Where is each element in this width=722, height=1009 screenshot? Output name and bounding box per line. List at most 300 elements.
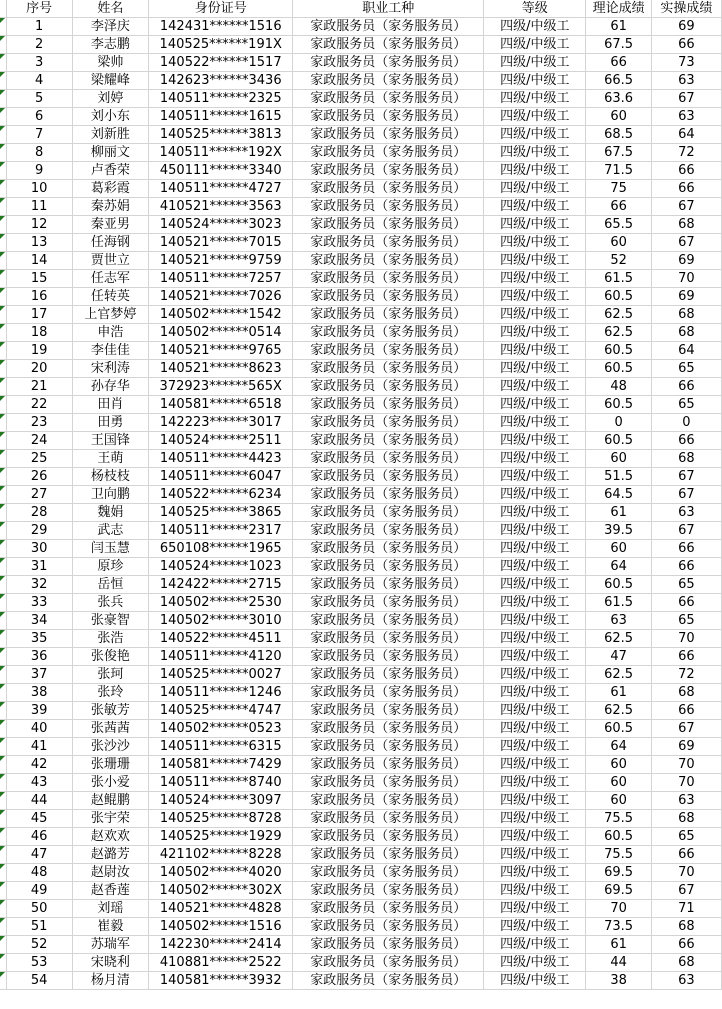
name-cell[interactable]: 苏瑞军 — [72, 936, 148, 954]
practical-score-cell[interactable]: 68 — [651, 810, 721, 828]
seq-cell[interactable]: 6 — [6, 108, 72, 126]
seq-cell[interactable]: 42 — [6, 756, 72, 774]
name-cell[interactable]: 张俊艳 — [72, 648, 148, 666]
practical-score-cell[interactable]: 63 — [651, 72, 721, 90]
practical-score-cell[interactable]: 73 — [651, 54, 721, 72]
seq-cell[interactable]: 26 — [6, 468, 72, 486]
theory-score-cell[interactable]: 75.5 — [586, 810, 651, 828]
level-cell[interactable]: 四级/中级工 — [484, 936, 586, 954]
id-number-cell[interactable]: 140581******6518 — [148, 396, 293, 414]
id-number-cell[interactable]: 140502******4020 — [148, 864, 293, 882]
occupation-cell[interactable]: 家政服务员（家务服务员） — [293, 918, 484, 936]
practical-score-cell[interactable]: 65 — [651, 612, 721, 630]
seq-cell[interactable]: 12 — [6, 216, 72, 234]
name-cell[interactable]: 张豪智 — [72, 612, 148, 630]
id-number-cell[interactable]: 140524******2511 — [148, 432, 293, 450]
theory-score-cell[interactable]: 66 — [586, 54, 651, 72]
occupation-cell[interactable]: 家政服务员（家务服务员） — [293, 414, 484, 432]
theory-score-cell[interactable]: 51.5 — [586, 468, 651, 486]
practical-score-cell[interactable]: 72 — [651, 666, 721, 684]
level-cell[interactable]: 四级/中级工 — [484, 324, 586, 342]
id-number-cell[interactable]: 140524******1023 — [148, 558, 293, 576]
occupation-cell[interactable]: 家政服务员（家务服务员） — [293, 432, 484, 450]
name-cell[interactable]: 李志鹏 — [72, 36, 148, 54]
seq-cell[interactable]: 46 — [6, 828, 72, 846]
name-cell[interactable]: 卢香荣 — [72, 162, 148, 180]
practical-score-cell[interactable]: 70 — [651, 756, 721, 774]
practical-score-cell[interactable]: 67 — [651, 720, 721, 738]
name-cell[interactable]: 田勇 — [72, 414, 148, 432]
level-cell[interactable]: 四级/中级工 — [484, 36, 586, 54]
occupation-cell[interactable]: 家政服务员（家务服务员） — [293, 612, 484, 630]
practical-score-cell[interactable]: 66 — [651, 648, 721, 666]
theory-score-cell[interactable]: 67.5 — [586, 36, 651, 54]
name-cell[interactable]: 刘瑶 — [72, 900, 148, 918]
occupation-cell[interactable]: 家政服务员（家务服务员） — [293, 630, 484, 648]
level-cell[interactable]: 四级/中级工 — [484, 756, 586, 774]
theory-score-cell[interactable]: 62.5 — [586, 630, 651, 648]
name-cell[interactable]: 李佳佳 — [72, 342, 148, 360]
level-cell[interactable]: 四级/中级工 — [484, 918, 586, 936]
name-cell[interactable]: 张浩 — [72, 630, 148, 648]
seq-cell[interactable]: 36 — [6, 648, 72, 666]
occupation-cell[interactable]: 家政服务员（家务服务员） — [293, 72, 484, 90]
occupation-cell[interactable]: 家政服务员（家务服务员） — [293, 234, 484, 252]
occupation-cell[interactable]: 家政服务员（家务服务员） — [293, 252, 484, 270]
seq-cell[interactable]: 8 — [6, 144, 72, 162]
level-cell[interactable]: 四级/中级工 — [484, 18, 586, 36]
header-id-number[interactable]: 身份证号 — [148, 0, 293, 18]
occupation-cell[interactable]: 家政服务员（家务服务员） — [293, 846, 484, 864]
level-cell[interactable]: 四级/中级工 — [484, 450, 586, 468]
id-number-cell[interactable]: 140502******302X — [148, 882, 293, 900]
occupation-cell[interactable]: 家政服务员（家务服务员） — [293, 450, 484, 468]
seq-cell[interactable]: 17 — [6, 306, 72, 324]
occupation-cell[interactable]: 家政服务员（家务服务员） — [293, 684, 484, 702]
occupation-cell[interactable]: 家政服务员（家务服务员） — [293, 270, 484, 288]
name-cell[interactable]: 张兵 — [72, 594, 148, 612]
occupation-cell[interactable]: 家政服务员（家务服务员） — [293, 342, 484, 360]
name-cell[interactable]: 贾世立 — [72, 252, 148, 270]
name-cell[interactable]: 申浩 — [72, 324, 148, 342]
practical-score-cell[interactable]: 66 — [651, 540, 721, 558]
seq-cell[interactable]: 37 — [6, 666, 72, 684]
theory-score-cell[interactable]: 75 — [586, 180, 651, 198]
theory-score-cell[interactable]: 64 — [586, 558, 651, 576]
occupation-cell[interactable]: 家政服务员（家务服务员） — [293, 396, 484, 414]
name-cell[interactable]: 原珍 — [72, 558, 148, 576]
id-number-cell[interactable]: 140511******4423 — [148, 450, 293, 468]
practical-score-cell[interactable]: 66 — [651, 378, 721, 396]
seq-cell[interactable]: 15 — [6, 270, 72, 288]
theory-score-cell[interactable]: 67.5 — [586, 144, 651, 162]
occupation-cell[interactable]: 家政服务员（家务服务员） — [293, 90, 484, 108]
occupation-cell[interactable]: 家政服务员（家务服务员） — [293, 738, 484, 756]
practical-score-cell[interactable]: 65 — [651, 360, 721, 378]
seq-cell[interactable]: 49 — [6, 882, 72, 900]
theory-score-cell[interactable]: 75.5 — [586, 846, 651, 864]
seq-cell[interactable]: 25 — [6, 450, 72, 468]
level-cell[interactable]: 四级/中级工 — [484, 792, 586, 810]
id-number-cell[interactable]: 140502******1542 — [148, 306, 293, 324]
theory-score-cell[interactable]: 60.5 — [586, 360, 651, 378]
id-number-cell[interactable]: 140525******8728 — [148, 810, 293, 828]
practical-score-cell[interactable]: 69 — [651, 738, 721, 756]
level-cell[interactable]: 四级/中级工 — [484, 126, 586, 144]
occupation-cell[interactable]: 家政服务员（家务服务员） — [293, 108, 484, 126]
practical-score-cell[interactable]: 0 — [651, 414, 721, 432]
id-number-cell[interactable]: 140522******6234 — [148, 486, 293, 504]
level-cell[interactable]: 四级/中级工 — [484, 954, 586, 972]
id-number-cell[interactable]: 140525******191X — [148, 36, 293, 54]
level-cell[interactable]: 四级/中级工 — [484, 774, 586, 792]
seq-cell[interactable]: 43 — [6, 774, 72, 792]
level-cell[interactable]: 四级/中级工 — [484, 720, 586, 738]
practical-score-cell[interactable]: 63 — [651, 504, 721, 522]
practical-score-cell[interactable]: 72 — [651, 144, 721, 162]
theory-score-cell[interactable]: 73.5 — [586, 918, 651, 936]
name-cell[interactable]: 柳丽文 — [72, 144, 148, 162]
level-cell[interactable]: 四级/中级工 — [484, 558, 586, 576]
occupation-cell[interactable]: 家政服务员（家务服务员） — [293, 522, 484, 540]
seq-cell[interactable]: 52 — [6, 936, 72, 954]
practical-score-cell[interactable]: 65 — [651, 396, 721, 414]
level-cell[interactable]: 四级/中级工 — [484, 198, 586, 216]
theory-score-cell[interactable]: 64 — [586, 738, 651, 756]
seq-cell[interactable]: 34 — [6, 612, 72, 630]
theory-score-cell[interactable]: 63 — [586, 612, 651, 630]
theory-score-cell[interactable]: 44 — [586, 954, 651, 972]
theory-score-cell[interactable]: 60 — [586, 450, 651, 468]
theory-score-cell[interactable]: 64.5 — [586, 486, 651, 504]
id-number-cell[interactable]: 410521******3563 — [148, 198, 293, 216]
name-cell[interactable]: 赵欢欢 — [72, 828, 148, 846]
id-number-cell[interactable]: 140524******3097 — [148, 792, 293, 810]
seq-cell[interactable]: 1 — [6, 18, 72, 36]
id-number-cell[interactable]: 410881******2522 — [148, 954, 293, 972]
practical-score-cell[interactable]: 64 — [651, 126, 721, 144]
id-number-cell[interactable]: 372923******565X — [148, 378, 293, 396]
theory-score-cell[interactable]: 68.5 — [586, 126, 651, 144]
seq-cell[interactable]: 14 — [6, 252, 72, 270]
occupation-cell[interactable]: 家政服务员（家务服务员） — [293, 18, 484, 36]
theory-score-cell[interactable]: 63.6 — [586, 90, 651, 108]
occupation-cell[interactable]: 家政服务员（家务服务员） — [293, 162, 484, 180]
id-number-cell[interactable]: 140502******0523 — [148, 720, 293, 738]
occupation-cell[interactable]: 家政服务员（家务服务员） — [293, 306, 484, 324]
name-cell[interactable]: 秦苏娟 — [72, 198, 148, 216]
id-number-cell[interactable]: 140525******3813 — [148, 126, 293, 144]
seq-cell[interactable]: 40 — [6, 720, 72, 738]
occupation-cell[interactable]: 家政服务员（家务服务员） — [293, 594, 484, 612]
name-cell[interactable]: 秦亚男 — [72, 216, 148, 234]
theory-score-cell[interactable]: 60 — [586, 108, 651, 126]
level-cell[interactable]: 四级/中级工 — [484, 972, 586, 990]
name-cell[interactable]: 刘小东 — [72, 108, 148, 126]
level-cell[interactable]: 四级/中级工 — [484, 144, 586, 162]
name-cell[interactable]: 任志军 — [72, 270, 148, 288]
header-practical-score[interactable]: 实操成绩 — [651, 0, 721, 18]
practical-score-cell[interactable]: 67 — [651, 486, 721, 504]
id-number-cell[interactable]: 140521******9765 — [148, 342, 293, 360]
theory-score-cell[interactable]: 62.5 — [586, 702, 651, 720]
theory-score-cell[interactable]: 61 — [586, 18, 651, 36]
id-number-cell[interactable]: 140511******8740 — [148, 774, 293, 792]
occupation-cell[interactable]: 家政服务员（家务服务员） — [293, 54, 484, 72]
level-cell[interactable]: 四级/中级工 — [484, 846, 586, 864]
occupation-cell[interactable]: 家政服务员（家务服务员） — [293, 882, 484, 900]
seq-cell[interactable]: 13 — [6, 234, 72, 252]
name-cell[interactable]: 张珊珊 — [72, 756, 148, 774]
occupation-cell[interactable]: 家政服务员（家务服务员） — [293, 756, 484, 774]
practical-score-cell[interactable]: 66 — [651, 162, 721, 180]
level-cell[interactable]: 四级/中级工 — [484, 234, 586, 252]
name-cell[interactable]: 宋晓利 — [72, 954, 148, 972]
seq-cell[interactable]: 50 — [6, 900, 72, 918]
id-number-cell[interactable]: 142422******2715 — [148, 576, 293, 594]
theory-score-cell[interactable]: 60.5 — [586, 432, 651, 450]
seq-cell[interactable]: 16 — [6, 288, 72, 306]
practical-score-cell[interactable]: 69 — [651, 18, 721, 36]
level-cell[interactable]: 四级/中级工 — [484, 252, 586, 270]
level-cell[interactable]: 四级/中级工 — [484, 576, 586, 594]
seq-cell[interactable]: 44 — [6, 792, 72, 810]
id-number-cell[interactable]: 140511******2325 — [148, 90, 293, 108]
practical-score-cell[interactable]: 69 — [651, 288, 721, 306]
id-number-cell[interactable]: 140511******4727 — [148, 180, 293, 198]
level-cell[interactable]: 四级/中级工 — [484, 504, 586, 522]
seq-cell[interactable]: 33 — [6, 594, 72, 612]
level-cell[interactable]: 四级/中级工 — [484, 162, 586, 180]
theory-score-cell[interactable]: 60.5 — [586, 828, 651, 846]
level-cell[interactable]: 四级/中级工 — [484, 738, 586, 756]
theory-score-cell[interactable]: 60.5 — [586, 576, 651, 594]
level-cell[interactable]: 四级/中级工 — [484, 216, 586, 234]
occupation-cell[interactable]: 家政服务员（家务服务员） — [293, 936, 484, 954]
theory-score-cell[interactable]: 66.5 — [586, 72, 651, 90]
seq-cell[interactable]: 51 — [6, 918, 72, 936]
theory-score-cell[interactable]: 38 — [586, 972, 651, 990]
level-cell[interactable]: 四级/中级工 — [484, 540, 586, 558]
name-cell[interactable]: 上官梦婷 — [72, 306, 148, 324]
occupation-cell[interactable]: 家政服务员（家务服务员） — [293, 378, 484, 396]
id-number-cell[interactable]: 140511******1615 — [148, 108, 293, 126]
practical-score-cell[interactable]: 67 — [651, 90, 721, 108]
header-theory-score[interactable]: 理论成绩 — [586, 0, 651, 18]
id-number-cell[interactable]: 142230******2414 — [148, 936, 293, 954]
seq-cell[interactable]: 18 — [6, 324, 72, 342]
practical-score-cell[interactable]: 67 — [651, 522, 721, 540]
practical-score-cell[interactable]: 70 — [651, 630, 721, 648]
id-number-cell[interactable]: 140511******6315 — [148, 738, 293, 756]
id-number-cell[interactable]: 140525******3865 — [148, 504, 293, 522]
name-cell[interactable]: 武志 — [72, 522, 148, 540]
theory-score-cell[interactable]: 60 — [586, 756, 651, 774]
theory-score-cell[interactable]: 47 — [586, 648, 651, 666]
header-seq[interactable]: 序号 — [6, 0, 72, 18]
occupation-cell[interactable]: 家政服务员（家务服务员） — [293, 648, 484, 666]
occupation-cell[interactable]: 家政服务员（家务服务员） — [293, 36, 484, 54]
name-cell[interactable]: 任海钢 — [72, 234, 148, 252]
occupation-cell[interactable]: 家政服务员（家务服务员） — [293, 666, 484, 684]
level-cell[interactable]: 四级/中级工 — [484, 612, 586, 630]
practical-score-cell[interactable]: 66 — [651, 936, 721, 954]
name-cell[interactable]: 宋利涛 — [72, 360, 148, 378]
level-cell[interactable]: 四级/中级工 — [484, 702, 586, 720]
id-number-cell[interactable]: 140511******4120 — [148, 648, 293, 666]
seq-cell[interactable]: 21 — [6, 378, 72, 396]
practical-score-cell[interactable]: 68 — [651, 306, 721, 324]
name-cell[interactable]: 魏娟 — [72, 504, 148, 522]
occupation-cell[interactable]: 家政服务员（家务服务员） — [293, 774, 484, 792]
level-cell[interactable]: 四级/中级工 — [484, 900, 586, 918]
practical-score-cell[interactable]: 71 — [651, 900, 721, 918]
practical-score-cell[interactable]: 66 — [651, 846, 721, 864]
theory-score-cell[interactable]: 62.5 — [586, 306, 651, 324]
header-level[interactable]: 等级 — [484, 0, 586, 18]
practical-score-cell[interactable]: 70 — [651, 270, 721, 288]
level-cell[interactable]: 四级/中级工 — [484, 486, 586, 504]
occupation-cell[interactable]: 家政服务员（家务服务员） — [293, 864, 484, 882]
occupation-cell[interactable]: 家政服务员（家务服务员） — [293, 504, 484, 522]
header-name[interactable]: 姓名 — [72, 0, 148, 18]
seq-cell[interactable]: 3 — [6, 54, 72, 72]
level-cell[interactable]: 四级/中级工 — [484, 432, 586, 450]
practical-score-cell[interactable]: 68 — [651, 918, 721, 936]
id-number-cell[interactable]: 140581******3932 — [148, 972, 293, 990]
seq-cell[interactable]: 10 — [6, 180, 72, 198]
occupation-cell[interactable]: 家政服务员（家务服务员） — [293, 486, 484, 504]
occupation-cell[interactable]: 家政服务员（家务服务员） — [293, 216, 484, 234]
seq-cell[interactable]: 24 — [6, 432, 72, 450]
name-cell[interactable]: 李泽庆 — [72, 18, 148, 36]
name-cell[interactable]: 王萌 — [72, 450, 148, 468]
occupation-cell[interactable]: 家政服务员（家务服务员） — [293, 720, 484, 738]
name-cell[interactable]: 杨月清 — [72, 972, 148, 990]
occupation-cell[interactable]: 家政服务员（家务服务员） — [293, 828, 484, 846]
theory-score-cell[interactable]: 69.5 — [586, 882, 651, 900]
theory-score-cell[interactable]: 62.5 — [586, 666, 651, 684]
theory-score-cell[interactable]: 69.5 — [586, 864, 651, 882]
seq-cell[interactable]: 2 — [6, 36, 72, 54]
practical-score-cell[interactable]: 68 — [651, 324, 721, 342]
theory-score-cell[interactable]: 66 — [586, 198, 651, 216]
name-cell[interactable]: 闫玉慧 — [72, 540, 148, 558]
id-number-cell[interactable]: 140511******6047 — [148, 468, 293, 486]
level-cell[interactable]: 四级/中级工 — [484, 630, 586, 648]
seq-cell[interactable]: 41 — [6, 738, 72, 756]
seq-cell[interactable]: 27 — [6, 486, 72, 504]
id-number-cell[interactable]: 140502******3010 — [148, 612, 293, 630]
occupation-cell[interactable]: 家政服务员（家务服务员） — [293, 576, 484, 594]
occupation-cell[interactable]: 家政服务员（家务服务员） — [293, 180, 484, 198]
header-occupation[interactable]: 职业工种 — [293, 0, 484, 18]
id-number-cell[interactable]: 421102******8228 — [148, 846, 293, 864]
name-cell[interactable]: 梁耀峰 — [72, 72, 148, 90]
name-cell[interactable]: 赵潞芳 — [72, 846, 148, 864]
theory-score-cell[interactable]: 60 — [586, 234, 651, 252]
theory-score-cell[interactable]: 48 — [586, 378, 651, 396]
practical-score-cell[interactable]: 67 — [651, 198, 721, 216]
id-number-cell[interactable]: 140581******7429 — [148, 756, 293, 774]
practical-score-cell[interactable]: 65 — [651, 576, 721, 594]
practical-score-cell[interactable]: 66 — [651, 702, 721, 720]
level-cell[interactable]: 四级/中级工 — [484, 864, 586, 882]
practical-score-cell[interactable]: 68 — [651, 684, 721, 702]
seq-cell[interactable]: 39 — [6, 702, 72, 720]
theory-score-cell[interactable]: 0 — [586, 414, 651, 432]
practical-score-cell[interactable]: 70 — [651, 774, 721, 792]
occupation-cell[interactable]: 家政服务员（家务服务员） — [293, 468, 484, 486]
practical-score-cell[interactable]: 68 — [651, 954, 721, 972]
practical-score-cell[interactable]: 66 — [651, 180, 721, 198]
id-number-cell[interactable]: 140511******2317 — [148, 522, 293, 540]
occupation-cell[interactable]: 家政服务员（家务服务员） — [293, 324, 484, 342]
theory-score-cell[interactable]: 71.5 — [586, 162, 651, 180]
name-cell[interactable]: 张珂 — [72, 666, 148, 684]
id-number-cell[interactable]: 140521******9759 — [148, 252, 293, 270]
occupation-cell[interactable]: 家政服务员（家务服务员） — [293, 792, 484, 810]
occupation-cell[interactable]: 家政服务员（家务服务员） — [293, 810, 484, 828]
name-cell[interactable]: 张沙沙 — [72, 738, 148, 756]
seq-cell[interactable]: 54 — [6, 972, 72, 990]
occupation-cell[interactable]: 家政服务员（家务服务员） — [293, 360, 484, 378]
occupation-cell[interactable]: 家政服务员（家务服务员） — [293, 972, 484, 990]
level-cell[interactable]: 四级/中级工 — [484, 810, 586, 828]
name-cell[interactable]: 张茜茜 — [72, 720, 148, 738]
name-cell[interactable]: 梁帅 — [72, 54, 148, 72]
seq-cell[interactable]: 5 — [6, 90, 72, 108]
occupation-cell[interactable]: 家政服务员（家务服务员） — [293, 144, 484, 162]
level-cell[interactable]: 四级/中级工 — [484, 270, 586, 288]
seq-cell[interactable]: 38 — [6, 684, 72, 702]
id-number-cell[interactable]: 140521******8623 — [148, 360, 293, 378]
seq-cell[interactable]: 48 — [6, 864, 72, 882]
occupation-cell[interactable]: 家政服务员（家务服务员） — [293, 900, 484, 918]
id-number-cell[interactable]: 142623******3436 — [148, 72, 293, 90]
theory-score-cell[interactable]: 61 — [586, 936, 651, 954]
theory-score-cell[interactable]: 60.5 — [586, 288, 651, 306]
theory-score-cell[interactable]: 60.5 — [586, 720, 651, 738]
occupation-cell[interactable]: 家政服务员（家务服务员） — [293, 540, 484, 558]
name-cell[interactable]: 赵鲲鹏 — [72, 792, 148, 810]
level-cell[interactable]: 四级/中级工 — [484, 468, 586, 486]
practical-score-cell[interactable]: 66 — [651, 36, 721, 54]
name-cell[interactable]: 王国锋 — [72, 432, 148, 450]
theory-score-cell[interactable]: 61.5 — [586, 270, 651, 288]
id-number-cell[interactable]: 140502******1516 — [148, 918, 293, 936]
level-cell[interactable]: 四级/中级工 — [484, 396, 586, 414]
name-cell[interactable]: 张宇荣 — [72, 810, 148, 828]
name-cell[interactable]: 张玲 — [72, 684, 148, 702]
theory-score-cell[interactable]: 60.5 — [586, 396, 651, 414]
theory-score-cell[interactable]: 52 — [586, 252, 651, 270]
name-cell[interactable]: 刘新胜 — [72, 126, 148, 144]
practical-score-cell[interactable]: 63 — [651, 108, 721, 126]
id-number-cell[interactable]: 142223******3017 — [148, 414, 293, 432]
name-cell[interactable]: 岳恒 — [72, 576, 148, 594]
id-number-cell[interactable]: 140524******3023 — [148, 216, 293, 234]
theory-score-cell[interactable]: 61.5 — [586, 594, 651, 612]
seq-cell[interactable]: 28 — [6, 504, 72, 522]
seq-cell[interactable]: 53 — [6, 954, 72, 972]
id-number-cell[interactable]: 650108******1965 — [148, 540, 293, 558]
seq-cell[interactable]: 32 — [6, 576, 72, 594]
practical-score-cell[interactable]: 66 — [651, 432, 721, 450]
seq-cell[interactable]: 30 — [6, 540, 72, 558]
level-cell[interactable]: 四级/中级工 — [484, 594, 586, 612]
practical-score-cell[interactable]: 63 — [651, 972, 721, 990]
